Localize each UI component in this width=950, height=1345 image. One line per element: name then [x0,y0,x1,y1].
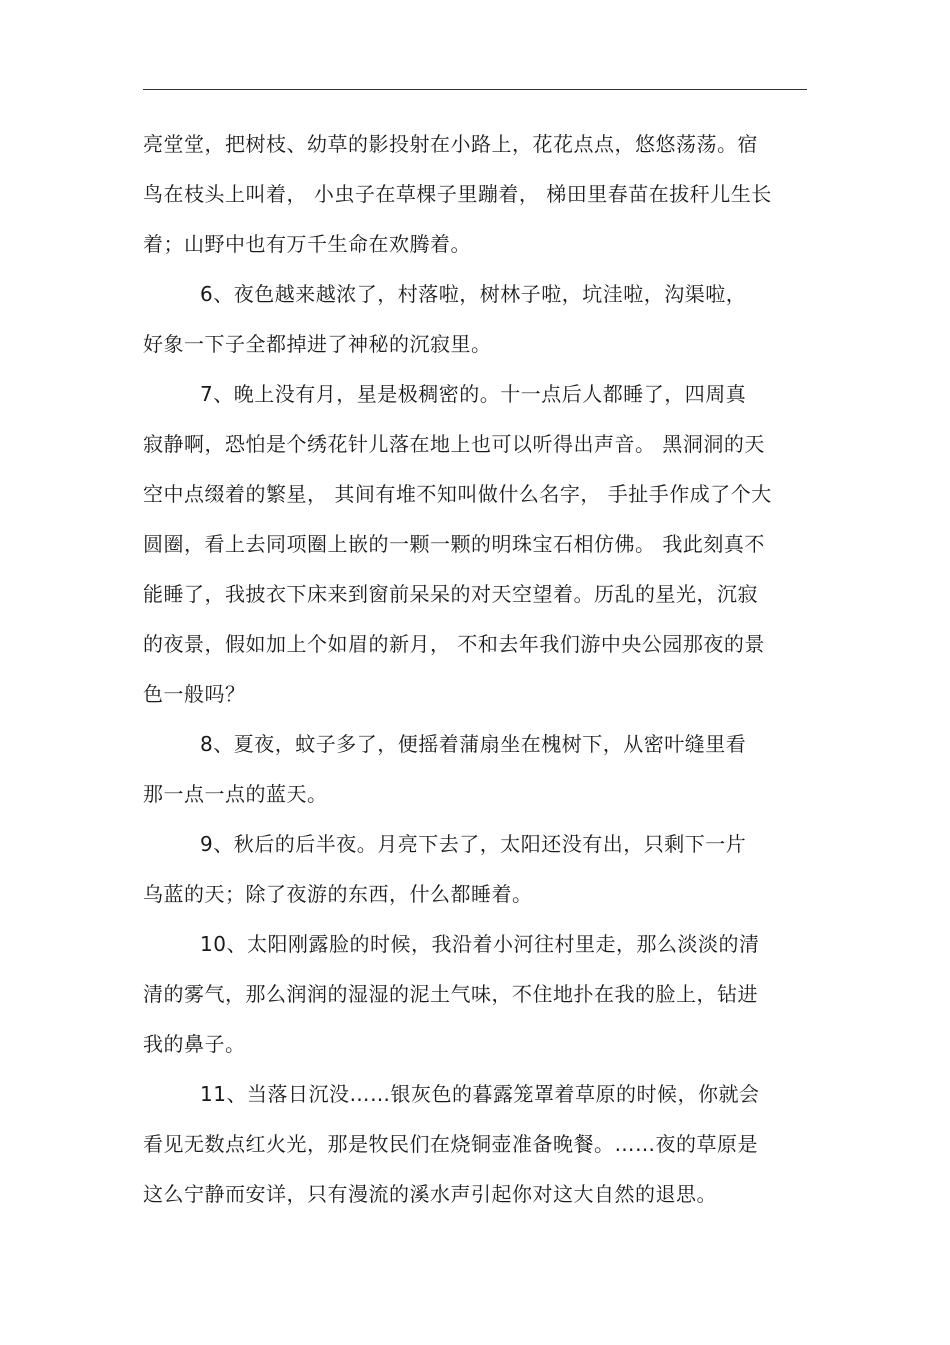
text-line: 好象一下子全都掉进了神秘的沉寂里。 [143,332,492,356]
text-line: 圆圈，看上去同项圈上嵌的一颗一颗的明珠宝石相仿佛。 我此刻真不 [143,532,765,556]
text-line: 乌蓝的天；除了夜游的东西，什么都睡着。 [143,882,533,906]
text-line: 空中点缀着的繁星， 其间有堆不知叫做什么名字， 手扯手作成了个大 [143,482,772,506]
text-line: 清的雾气，那么润润的湿湿的泥土气味，不住地扑在我的脸上，钻进 [143,982,758,1006]
paragraph-8-start: 8、夏夜，蚊子多了，便摇着蒲扇坐在槐树下，从密叶缝里看 [200,732,747,756]
paragraph-6-start: 6、夜色越来越浓了，村落啦，树林子啦，坑洼啦，沟渠啦， [200,282,747,306]
text-line: 着；山野中也有万千生命在欢腾着。 [143,232,471,256]
header-rule [143,89,807,90]
text-line: 看见无数点红火光，那是牧民们在烧铜壶准备晚餐。……夜的草原是 [143,1132,758,1156]
paragraph-10-start: 10、太阳刚露脸的时候，我沿着小河往村里走，那么淡淡的清 [200,932,760,956]
text-line: 的夜景，假如加上个如眉的新月， 不和去年我们游中央公园那夜的景 [143,632,765,656]
paragraph-9-start: 9、秋后的后半夜。月亮下去了，太阳还没有出，只剩下一片 [200,832,747,856]
text-line: 亮堂堂，把树枝、幼草的影投射在小路上，花花点点，悠悠荡荡。宿 [143,132,758,156]
text-line: 这么宁静而安详，只有漫流的溪水声引起你对这大自然的退思。 [143,1182,717,1206]
text-line: 色一般吗？ [143,682,246,706]
text-line: 能睡了，我披衣下床来到窗前呆呆的对天空望着。历乱的星光，沉寂 [143,582,758,606]
paragraph-7-start: 7、晚上没有月，星是极稠密的。十一点后人都睡了，四周真 [200,382,747,406]
text-line: 寂静啊，恐怕是个绣花针儿落在地上也可以听得出声音。 黑洞洞的天 [143,432,765,456]
text-line: 我的鼻子。 [143,1032,246,1056]
text-line: 那一点一点的蓝天。 [143,782,328,806]
text-line: 鸟在枝头上叫着， 小虫子在草棵子里蹦着， 梯田里春苗在拔秆儿生长 [143,182,772,206]
paragraph-11-start: 11、当落日沉没……银灰色的暮露笼罩着草原的时候，你就会 [200,1082,760,1106]
